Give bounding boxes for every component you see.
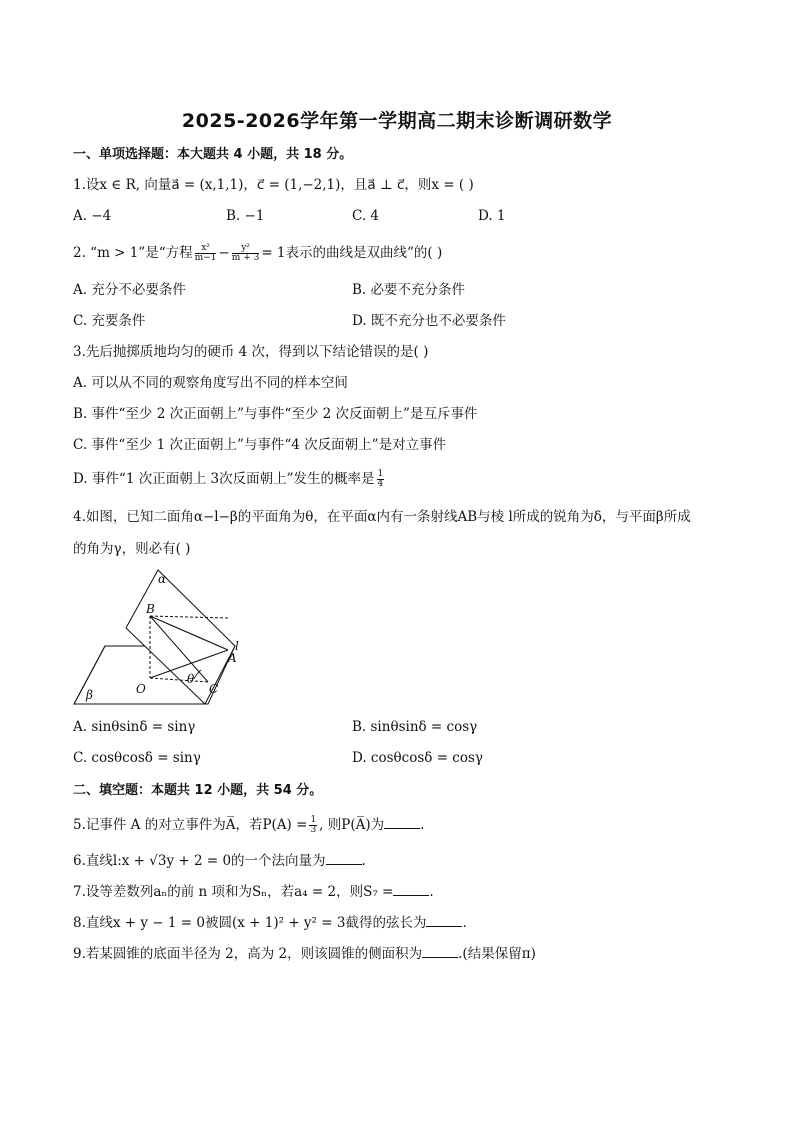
q3-d-den: 4 xyxy=(377,479,384,489)
q9-end: .(结果保留π) xyxy=(458,946,536,962)
q3-option-a: A. 可以从不同的观察角度写出不同的样本空间 xyxy=(73,375,348,391)
q3-option-b: B. 事件“至少 2 次正面朝上”与事件“至少 2 次反面朝上”是互斥事件 xyxy=(73,406,478,422)
question-4-stem-line2: 的角为γ，则必有( ) xyxy=(73,541,191,557)
q7-pre: 7.设等差数列aₙ的前 n 项和为Sₙ，若a₄ = 2，则S₇ = xyxy=(73,884,394,900)
label-alpha: α xyxy=(158,572,167,586)
q2-option-a: A. 充分不必要条件 xyxy=(73,282,186,298)
q3-option-c: C. 事件“至少 1 次正面朝上”与事件“4 次反面朝上”是对立事件 xyxy=(73,437,447,453)
section-heading-choice: 一、单项选择题：本大题共 4 小题，共 18 分。 xyxy=(73,147,353,162)
q9-answer-blank[interactable] xyxy=(422,945,458,958)
q3-d-num: 1 xyxy=(377,469,384,479)
q3-option-d-text: D. 事件“1 次正面朝上 3次反面朝上”发生的概率是 xyxy=(73,471,375,487)
q2-frac1-num: x² xyxy=(195,244,217,254)
q5-num: 1 xyxy=(310,815,317,825)
q2-stem-post: = 1表示的曲线是双曲线”的( ) xyxy=(261,245,443,261)
label-o: O xyxy=(136,682,146,696)
q4-option-a: A. sinθsinδ = sinγ xyxy=(73,719,196,735)
q2-minus: − xyxy=(218,245,230,261)
label-l: l xyxy=(235,639,239,653)
question-3-stem: 3.先后抛掷质地均匀的硬币 4 次，得到以下结论错误的是( ) xyxy=(73,344,429,360)
q2-fraction-x xyxy=(195,244,217,263)
q5-pre: 5.记事件 A 的对立事件为A̅，若P(A) = xyxy=(73,817,308,833)
q8-answer-blank[interactable] xyxy=(426,914,462,927)
q9-pre: 9.若某圆锥的底面半径为 2，高为 2，则该圆锥的侧面积为 xyxy=(73,946,423,962)
q1-option-c: C. 4 xyxy=(352,208,380,224)
q3-option-d-fraction xyxy=(377,470,385,489)
q7-answer-blank[interactable] xyxy=(393,883,429,896)
question-5 xyxy=(73,816,424,835)
q6-answer-blank[interactable] xyxy=(326,852,362,865)
q2-stem-pre: 2. “m > 1”是“方程 xyxy=(73,245,193,261)
q2-option-b: B. 必要不充分条件 xyxy=(352,282,466,298)
q5-post: , 则P(A̅)为 xyxy=(319,817,385,833)
question-9 xyxy=(73,945,536,963)
q4-option-c: C. cosθcosδ = sinγ xyxy=(73,750,201,766)
question-1-stem: 1.设x ∈ R, 向量a⃗ = (x,1,1)，c⃗ = (1,−2,1)，且a⃗ ⊥ c⃗，则x = ( ) xyxy=(73,177,474,193)
label-c: C xyxy=(209,682,219,696)
q2-frac2-den: m + 3 xyxy=(231,253,260,263)
label-b: B xyxy=(146,602,155,616)
question-6 xyxy=(73,852,366,870)
q5-fraction xyxy=(309,816,317,835)
question-7 xyxy=(73,883,434,901)
q2-option-c: C. 充要条件 xyxy=(73,313,146,329)
page-title: 2025-2026学年第一学期高二期末诊断调研数学 xyxy=(181,110,613,132)
question-4-stem-line1: 4.如图，已知二面角α−l−β的平面角为θ，在平面α内有一条射线AB与棱 l所成的锐角为δ，与平面β所成 xyxy=(73,509,691,525)
q7-end: . xyxy=(429,884,434,900)
q5-answer-blank[interactable] xyxy=(384,816,420,829)
question-2-stem xyxy=(73,244,442,263)
q1-option-b: B. −1 xyxy=(226,208,265,224)
q5-end: . xyxy=(420,817,425,833)
section-heading-fill: 二、填空题：本题共 12 小题，共 54 分。 xyxy=(73,783,323,798)
label-a: A xyxy=(228,651,237,665)
question-8 xyxy=(73,914,467,932)
q1-option-a: A. −4 xyxy=(73,208,112,224)
q6-end: . xyxy=(361,853,366,869)
q8-pre: 8.直线x + y − 1 = 0被圆(x + 1)² + y² = 3截得的弦长为 xyxy=(73,915,427,931)
q2-frac1-den: m−1 xyxy=(194,253,217,263)
label-beta: β xyxy=(86,688,93,702)
label-theta: θ xyxy=(187,672,195,686)
q4-option-d: D. cosθcosδ = cosγ xyxy=(352,750,483,766)
q4-option-b: B. sinθsinδ = cosγ xyxy=(352,719,478,735)
q5-den: 3 xyxy=(310,825,317,835)
q2-fraction-y xyxy=(232,244,260,263)
q3-option-d xyxy=(73,470,386,489)
q2-option-d: D. 既不充分也不必要条件 xyxy=(352,313,506,329)
dihedral-angle-figure xyxy=(70,566,250,708)
q8-end: . xyxy=(462,915,467,931)
q6-pre: 6.直线l:x + √3y + 2 = 0的一个法向量为 xyxy=(73,853,326,869)
q1-option-d: D. 1 xyxy=(478,208,506,224)
q2-frac2-num: y² xyxy=(232,244,260,254)
